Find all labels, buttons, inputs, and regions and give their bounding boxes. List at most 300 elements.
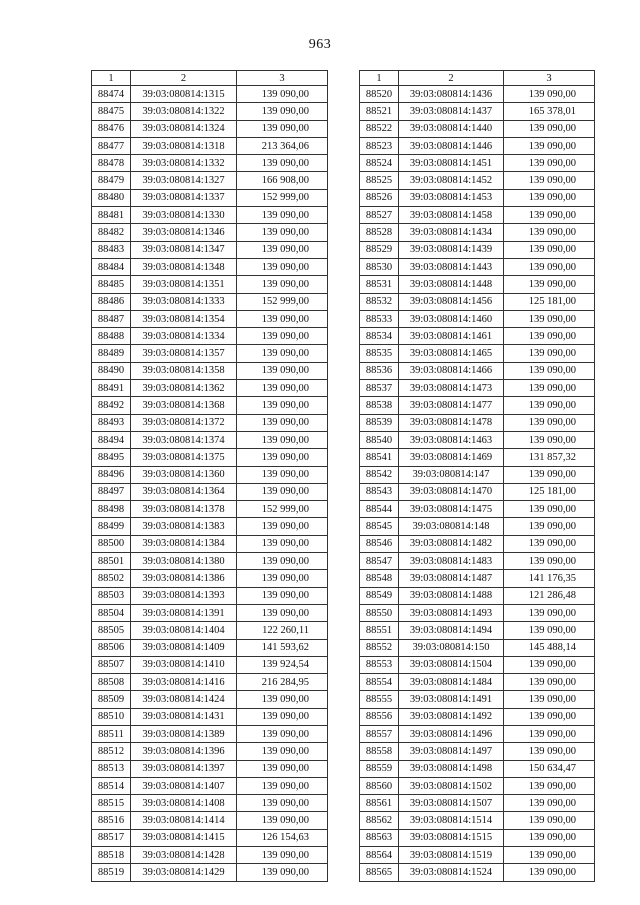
- row-number-cell: 88547: [360, 553, 399, 570]
- table-row: [360, 380, 595, 397]
- table-header-row: [360, 71, 595, 86]
- row-number-cell: 88563: [360, 829, 399, 846]
- value-cell: 139 090,00: [504, 743, 595, 760]
- column-header-cadastral: 2: [399, 71, 504, 86]
- row-number-cell: 88535: [360, 345, 399, 362]
- value-cell: 139 090,00: [237, 812, 328, 829]
- value-cell: 139 090,00: [504, 172, 595, 189]
- cadastral-number-cell: 39:03:080814:1333: [131, 293, 237, 310]
- value-cell: 213 364,06: [237, 137, 328, 154]
- value-cell: 139 090,00: [504, 518, 595, 535]
- cadastral-number-cell: 39:03:080814:147: [399, 466, 504, 483]
- table-row: [92, 570, 328, 587]
- table-row: [360, 293, 595, 310]
- row-number-cell: 88530: [360, 258, 399, 275]
- value-cell: 139 090,00: [237, 777, 328, 794]
- value-cell: 139 924,54: [237, 656, 328, 673]
- row-number-cell: 88519: [92, 864, 131, 881]
- table-row: [360, 639, 595, 656]
- table-row: [360, 501, 595, 518]
- cadastral-number-cell: 39:03:080814:1439: [399, 241, 504, 258]
- cadastral-number-cell: 39:03:080814:1453: [399, 189, 504, 206]
- cadastral-number-cell: 39:03:080814:1393: [131, 587, 237, 604]
- table-row: [360, 518, 595, 535]
- table-row: [92, 86, 328, 103]
- value-cell: 139 090,00: [237, 241, 328, 258]
- table-row: [92, 241, 328, 258]
- cadastral-number-cell: 39:03:080814:1380: [131, 553, 237, 570]
- row-number-cell: 88553: [360, 656, 399, 673]
- cadastral-number-cell: 39:03:080814:1384: [131, 535, 237, 552]
- row-number-cell: 88551: [360, 622, 399, 639]
- table-row: [92, 276, 328, 293]
- table-row: [360, 258, 595, 275]
- table-row: [360, 310, 595, 327]
- table-row: [92, 328, 328, 345]
- value-cell: 139 090,00: [504, 328, 595, 345]
- value-cell: 131 857,32: [504, 449, 595, 466]
- row-number-cell: 88493: [92, 414, 131, 431]
- table-header-row: [92, 71, 328, 86]
- value-cell: 121 286,48: [504, 587, 595, 604]
- table-row: [92, 224, 328, 241]
- row-number-cell: 88504: [92, 604, 131, 621]
- table-row: [92, 345, 328, 362]
- table-row: [360, 743, 595, 760]
- value-cell: 139 090,00: [237, 449, 328, 466]
- table-row: [92, 795, 328, 812]
- row-number-cell: 88507: [92, 656, 131, 673]
- cadastral-number-cell: 39:03:080814:1446: [399, 137, 504, 154]
- column-header-value: 3: [237, 71, 328, 86]
- row-number-cell: 88552: [360, 639, 399, 656]
- row-number-cell: 88533: [360, 310, 399, 327]
- table-row: [360, 328, 595, 345]
- value-cell: 139 090,00: [237, 397, 328, 414]
- value-cell: 139 090,00: [504, 777, 595, 794]
- cadastral-number-cell: 39:03:080814:1473: [399, 380, 504, 397]
- cadastral-number-cell: 39:03:080814:1391: [131, 604, 237, 621]
- row-number-cell: 88543: [360, 483, 399, 500]
- row-number-cell: 88478: [92, 155, 131, 172]
- table-row: [360, 224, 595, 241]
- table-row: [92, 483, 328, 500]
- value-cell: 139 090,00: [237, 708, 328, 725]
- value-cell: 139 090,00: [504, 604, 595, 621]
- row-number-cell: 88474: [92, 86, 131, 103]
- value-cell: 139 090,00: [237, 224, 328, 241]
- table-row: [92, 293, 328, 310]
- row-number-cell: 88545: [360, 518, 399, 535]
- table-row: [92, 708, 328, 725]
- value-cell: 139 090,00: [504, 656, 595, 673]
- value-cell: 139 090,00: [237, 760, 328, 777]
- table-row: [360, 760, 595, 777]
- value-cell: 139 090,00: [237, 570, 328, 587]
- cadastral-number-cell: 39:03:080814:1351: [131, 276, 237, 293]
- value-cell: 152 999,00: [237, 189, 328, 206]
- row-number-cell: 88480: [92, 189, 131, 206]
- value-cell: 152 999,00: [237, 501, 328, 518]
- table-row: [92, 725, 328, 742]
- table-row: [360, 466, 595, 483]
- value-cell: 139 090,00: [504, 397, 595, 414]
- value-cell: 150 634,47: [504, 760, 595, 777]
- page-number: 963: [308, 37, 332, 52]
- cadastral-number-cell: 39:03:080814:1451: [399, 155, 504, 172]
- table-row: [360, 708, 595, 725]
- table-row: [360, 483, 595, 500]
- cadastral-number-cell: 39:03:080814:1492: [399, 708, 504, 725]
- row-number-cell: 88502: [92, 570, 131, 587]
- cadastral-number-cell: 39:03:080814:1498: [399, 760, 504, 777]
- table-row: [92, 639, 328, 656]
- value-cell: 139 090,00: [504, 535, 595, 552]
- row-number-cell: 88557: [360, 725, 399, 742]
- row-number-cell: 88514: [92, 777, 131, 794]
- table-row: [92, 380, 328, 397]
- row-number-cell: 88528: [360, 224, 399, 241]
- table-row: [92, 864, 328, 881]
- cadastral-number-cell: 39:03:080814:1357: [131, 345, 237, 362]
- cadastral-number-cell: 39:03:080814:1483: [399, 553, 504, 570]
- cadastral-number-cell: 39:03:080814:150: [399, 639, 504, 656]
- table-row: [360, 725, 595, 742]
- row-number-cell: 88494: [92, 431, 131, 448]
- row-number-cell: 88562: [360, 812, 399, 829]
- row-number-cell: 88564: [360, 847, 399, 864]
- value-cell: 139 090,00: [237, 380, 328, 397]
- table-row: [92, 397, 328, 414]
- cadastral-number-cell: 39:03:080814:1318: [131, 137, 237, 154]
- cadastral-number-cell: 39:03:080814:1362: [131, 380, 237, 397]
- table-row: [92, 414, 328, 431]
- table-row: [92, 604, 328, 621]
- table-row: [92, 449, 328, 466]
- cadastral-number-cell: 39:03:080814:1429: [131, 864, 237, 881]
- cadastral-number-cell: 39:03:080814:1324: [131, 120, 237, 137]
- row-number-cell: 88520: [360, 86, 399, 103]
- value-cell: 139 090,00: [504, 691, 595, 708]
- register-table-left: [91, 70, 328, 882]
- value-cell: 139 090,00: [504, 414, 595, 431]
- table-row: [92, 207, 328, 224]
- row-number-cell: 88531: [360, 276, 399, 293]
- table-row: [92, 172, 328, 189]
- column-header-cadastral: 2: [131, 71, 237, 86]
- row-number-cell: 88555: [360, 691, 399, 708]
- row-number-cell: 88536: [360, 362, 399, 379]
- table-row: [360, 829, 595, 846]
- row-number-cell: 88532: [360, 293, 399, 310]
- cadastral-number-cell: 39:03:080814:1456: [399, 293, 504, 310]
- value-cell: 165 378,01: [504, 103, 595, 120]
- cadastral-number-cell: 39:03:080814:1428: [131, 847, 237, 864]
- table-row: [360, 570, 595, 587]
- cadastral-number-cell: 39:03:080814:148: [399, 518, 504, 535]
- row-number-cell: 88556: [360, 708, 399, 725]
- table-row: [92, 691, 328, 708]
- cadastral-number-cell: 39:03:080814:1452: [399, 172, 504, 189]
- table-row: [360, 553, 595, 570]
- value-cell: 125 181,00: [504, 293, 595, 310]
- value-cell: 139 090,00: [504, 466, 595, 483]
- value-cell: 145 488,14: [504, 639, 595, 656]
- row-number-cell: 88486: [92, 293, 131, 310]
- row-number-cell: 88476: [92, 120, 131, 137]
- cadastral-number-cell: 39:03:080814:1315: [131, 86, 237, 103]
- row-number-cell: 88544: [360, 501, 399, 518]
- cadastral-number-cell: 39:03:080814:1346: [131, 224, 237, 241]
- row-number-cell: 88560: [360, 777, 399, 794]
- row-number-cell: 88522: [360, 120, 399, 137]
- row-number-cell: 88492: [92, 397, 131, 414]
- cadastral-number-cell: 39:03:080814:1415: [131, 829, 237, 846]
- table-row: [360, 535, 595, 552]
- value-cell: 152 999,00: [237, 293, 328, 310]
- table-row: [92, 431, 328, 448]
- cadastral-number-cell: 39:03:080814:1493: [399, 604, 504, 621]
- cadastral-number-cell: 39:03:080814:1334: [131, 328, 237, 345]
- table-row: [360, 622, 595, 639]
- value-cell: 139 090,00: [237, 414, 328, 431]
- value-cell: 141 593,62: [237, 639, 328, 656]
- value-cell: 141 176,35: [504, 570, 595, 587]
- table-row: [92, 258, 328, 275]
- value-cell: 139 090,00: [504, 362, 595, 379]
- row-number-cell: 88561: [360, 795, 399, 812]
- cadastral-number-cell: 39:03:080814:1347: [131, 241, 237, 258]
- value-cell: 139 090,00: [237, 691, 328, 708]
- row-number-cell: 88479: [92, 172, 131, 189]
- cadastral-number-cell: 39:03:080814:1491: [399, 691, 504, 708]
- cadastral-number-cell: 39:03:080814:1354: [131, 310, 237, 327]
- cadastral-number-cell: 39:03:080814:1322: [131, 103, 237, 120]
- table-row: [360, 691, 595, 708]
- table-row: [92, 812, 328, 829]
- row-number-cell: 88518: [92, 847, 131, 864]
- table-row: [360, 777, 595, 794]
- row-number-cell: 88487: [92, 310, 131, 327]
- row-number-cell: 88524: [360, 155, 399, 172]
- cadastral-number-cell: 39:03:080814:1374: [131, 431, 237, 448]
- row-number-cell: 88529: [360, 241, 399, 258]
- cadastral-number-cell: 39:03:080814:1409: [131, 639, 237, 656]
- table-row: [92, 501, 328, 518]
- row-number-cell: 88497: [92, 483, 131, 500]
- value-cell: 139 090,00: [504, 431, 595, 448]
- value-cell: 122 260,11: [237, 622, 328, 639]
- cadastral-number-cell: 39:03:080814:1488: [399, 587, 504, 604]
- value-cell: 139 090,00: [237, 604, 328, 621]
- cadastral-number-cell: 39:03:080814:1469: [399, 449, 504, 466]
- cadastral-number-cell: 39:03:080814:1487: [399, 570, 504, 587]
- row-number-cell: 88510: [92, 708, 131, 725]
- register-table-right: [359, 70, 595, 882]
- table-row: [360, 449, 595, 466]
- value-cell: 139 090,00: [504, 795, 595, 812]
- row-number-cell: 88512: [92, 743, 131, 760]
- row-number-cell: 88491: [92, 380, 131, 397]
- row-number-cell: 88475: [92, 103, 131, 120]
- cadastral-number-cell: 39:03:080814:1437: [399, 103, 504, 120]
- cadastral-number-cell: 39:03:080814:1434: [399, 224, 504, 241]
- row-number-cell: 88481: [92, 207, 131, 224]
- value-cell: 139 090,00: [237, 86, 328, 103]
- cadastral-number-cell: 39:03:080814:1475: [399, 501, 504, 518]
- value-cell: 139 090,00: [504, 812, 595, 829]
- value-cell: 139 090,00: [504, 120, 595, 137]
- cadastral-number-cell: 39:03:080814:1358: [131, 362, 237, 379]
- row-number-cell: 88541: [360, 449, 399, 466]
- row-number-cell: 88505: [92, 622, 131, 639]
- row-number-cell: 88508: [92, 674, 131, 691]
- row-number-cell: 88488: [92, 328, 131, 345]
- column-header-number: 1: [92, 71, 131, 86]
- table-row: [360, 86, 595, 103]
- table-row: [92, 656, 328, 673]
- table-row: [92, 587, 328, 604]
- row-number-cell: 88559: [360, 760, 399, 777]
- value-cell: 139 090,00: [504, 189, 595, 206]
- cadastral-number-cell: 39:03:080814:1404: [131, 622, 237, 639]
- table-row: [360, 276, 595, 293]
- table-row: [92, 743, 328, 760]
- cadastral-number-cell: 39:03:080814:1386: [131, 570, 237, 587]
- cadastral-number-cell: 39:03:080814:1372: [131, 414, 237, 431]
- table-row: [360, 207, 595, 224]
- value-cell: 139 090,00: [237, 258, 328, 275]
- row-number-cell: 88485: [92, 276, 131, 293]
- cadastral-number-cell: 39:03:080814:1458: [399, 207, 504, 224]
- row-number-cell: 88506: [92, 639, 131, 656]
- value-cell: 139 090,00: [504, 155, 595, 172]
- value-cell: 139 090,00: [237, 276, 328, 293]
- table-row: [360, 120, 595, 137]
- row-number-cell: 88490: [92, 362, 131, 379]
- cadastral-number-cell: 39:03:080814:1497: [399, 743, 504, 760]
- cadastral-number-cell: 39:03:080814:1507: [399, 795, 504, 812]
- cadastral-number-cell: 39:03:080814:1348: [131, 258, 237, 275]
- row-number-cell: 88516: [92, 812, 131, 829]
- value-cell: 139 090,00: [504, 622, 595, 639]
- cadastral-number-cell: 39:03:080814:1368: [131, 397, 237, 414]
- cadastral-number-cell: 39:03:080814:1477: [399, 397, 504, 414]
- value-cell: 139 090,00: [237, 743, 328, 760]
- cadastral-number-cell: 39:03:080814:1524: [399, 864, 504, 881]
- value-cell: 139 090,00: [504, 258, 595, 275]
- row-number-cell: 88483: [92, 241, 131, 258]
- value-cell: 139 090,00: [504, 725, 595, 742]
- value-cell: 139 090,00: [504, 241, 595, 258]
- value-cell: 139 090,00: [237, 155, 328, 172]
- value-cell: 139 090,00: [504, 86, 595, 103]
- row-number-cell: 88546: [360, 535, 399, 552]
- row-number-cell: 88496: [92, 466, 131, 483]
- table-row: [360, 137, 595, 154]
- table-row: [360, 155, 595, 172]
- cadastral-number-cell: 39:03:080814:1465: [399, 345, 504, 362]
- table-row: [360, 847, 595, 864]
- cadastral-number-cell: 39:03:080814:1514: [399, 812, 504, 829]
- table-row: [360, 414, 595, 431]
- table-row: [92, 103, 328, 120]
- value-cell: 139 090,00: [237, 328, 328, 345]
- value-cell: 139 090,00: [504, 501, 595, 518]
- cadastral-number-cell: 39:03:080814:1396: [131, 743, 237, 760]
- cadastral-number-cell: 39:03:080814:1440: [399, 120, 504, 137]
- row-number-cell: 88513: [92, 760, 131, 777]
- table-row: [92, 777, 328, 794]
- value-cell: 139 090,00: [237, 847, 328, 864]
- cadastral-number-cell: 39:03:080814:1504: [399, 656, 504, 673]
- row-number-cell: 88550: [360, 604, 399, 621]
- cadastral-number-cell: 39:03:080814:1410: [131, 656, 237, 673]
- cadastral-number-cell: 39:03:080814:1389: [131, 725, 237, 742]
- value-cell: 139 090,00: [504, 276, 595, 293]
- value-cell: 139 090,00: [237, 864, 328, 881]
- table-row: [360, 103, 595, 120]
- row-number-cell: 88489: [92, 345, 131, 362]
- cadastral-number-cell: 39:03:080814:1408: [131, 795, 237, 812]
- value-cell: 139 090,00: [504, 380, 595, 397]
- value-cell: 139 090,00: [504, 553, 595, 570]
- row-number-cell: 88498: [92, 501, 131, 518]
- value-cell: 139 090,00: [504, 345, 595, 362]
- table-row: [92, 362, 328, 379]
- table-row: [92, 553, 328, 570]
- table-row: [92, 847, 328, 864]
- table-row: [92, 155, 328, 172]
- cadastral-number-cell: 39:03:080814:1443: [399, 258, 504, 275]
- cadastral-number-cell: 39:03:080814:1461: [399, 328, 504, 345]
- cadastral-number-cell: 39:03:080814:1482: [399, 535, 504, 552]
- table-row: [92, 310, 328, 327]
- cadastral-number-cell: 39:03:080814:1378: [131, 501, 237, 518]
- row-number-cell: 88484: [92, 258, 131, 275]
- cadastral-number-cell: 39:03:080814:1515: [399, 829, 504, 846]
- table-row: [360, 189, 595, 206]
- value-cell: 139 090,00: [237, 483, 328, 500]
- value-cell: 139 090,00: [504, 708, 595, 725]
- value-cell: 139 090,00: [504, 137, 595, 154]
- table-row: [92, 120, 328, 137]
- row-number-cell: 88523: [360, 137, 399, 154]
- row-number-cell: 88526: [360, 189, 399, 206]
- cadastral-number-cell: 39:03:080814:1502: [399, 777, 504, 794]
- table-row: [360, 172, 595, 189]
- value-cell: 166 908,00: [237, 172, 328, 189]
- cadastral-number-cell: 39:03:080814:1494: [399, 622, 504, 639]
- value-cell: 139 090,00: [237, 553, 328, 570]
- row-number-cell: 88499: [92, 518, 131, 535]
- cadastral-number-cell: 39:03:080814:1332: [131, 155, 237, 172]
- cadastral-number-cell: 39:03:080814:1337: [131, 189, 237, 206]
- cadastral-number-cell: 39:03:080814:1416: [131, 674, 237, 691]
- table-row: [360, 795, 595, 812]
- value-cell: 139 090,00: [504, 864, 595, 881]
- cadastral-number-cell: 39:03:080814:1424: [131, 691, 237, 708]
- table-row: [360, 362, 595, 379]
- cadastral-number-cell: 39:03:080814:1383: [131, 518, 237, 535]
- value-cell: 139 090,00: [237, 345, 328, 362]
- cadastral-number-cell: 39:03:080814:1470: [399, 483, 504, 500]
- cadastral-number-cell: 39:03:080814:1436: [399, 86, 504, 103]
- table-row: [360, 604, 595, 621]
- row-number-cell: 88540: [360, 431, 399, 448]
- value-cell: 139 090,00: [237, 310, 328, 327]
- row-number-cell: 88542: [360, 466, 399, 483]
